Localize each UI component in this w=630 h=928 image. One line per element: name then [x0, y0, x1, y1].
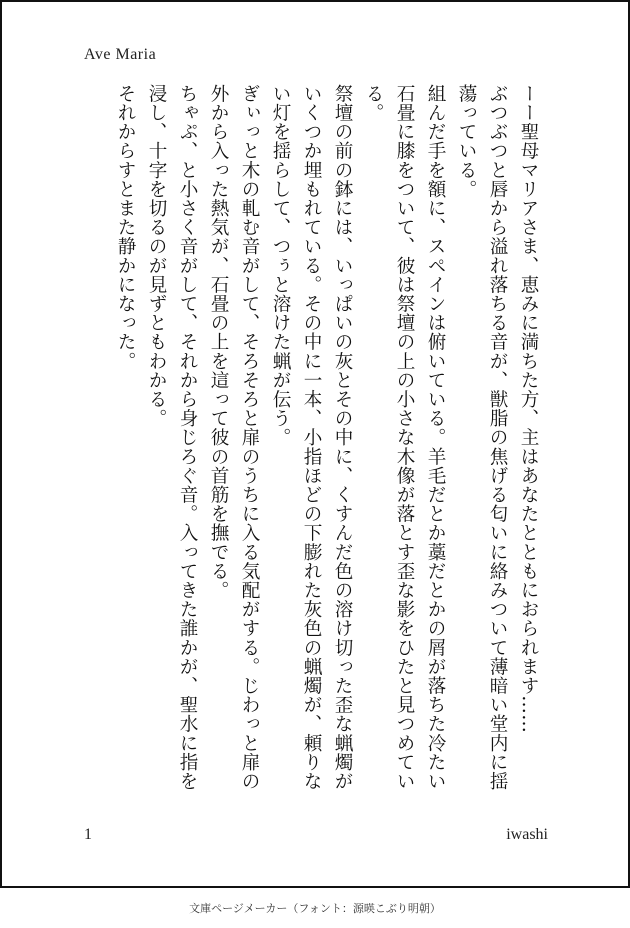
body-paragraph: 祭壇の前の鉢には、いっぱいの灰とその中に、くすんだ色の溶け切った歪な蝋燭がいくつか埋もれている。その中に一本、小指ほどの下膨れた灰色の蝋燭が、頼りない灯を揺らして、つぅと溶けた蝋が伝う。 — [270, 84, 353, 791]
vertical-body-text — [78, 84, 544, 792]
body-paragraph: 組んだ手を額に、スペインは俯いている。羊毛だとか藁だとかの屑が落ちた冷たい石畳に膝をついて、彼は祭壇の上の小さな木像が落とす歪な影をひたと見つめている。 — [363, 84, 446, 791]
body-paragraph: ちゃぷ、と小さく音がして、それから身じろぐ音。入ってきた誰かが、聖水に指を浸し、十字を切るのが見ずともわかる。 — [146, 84, 198, 791]
body-paragraph: ぎぃっと木の軋む音がして、そろそろと扉のうちに入る気配がする。じわっと扉の外から入った熱気が、石畳の上を這って彼の首筋を撫でる。 — [208, 84, 260, 791]
page-number: 1 — [84, 826, 92, 843]
author-name: iwashi — [506, 826, 548, 843]
body-paragraph: それからすとまた静かになった。 — [115, 84, 136, 371]
generator-caption: 文庫ページメーカー（フォント：源暎こぶり明朝） — [189, 902, 441, 915]
page-header-title: Ave Maria — [84, 46, 157, 63]
body-paragraph: ーー聖母マリアさま、恵みに満ちた方、主はあなたとともにおられます…… — [518, 84, 539, 734]
body-paragraph: ぶつぶつと唇から溢れ落ちる音が、獣脂の焦げる匂いに絡みついて薄暗い堂内に揺蕩っている。 — [456, 84, 508, 791]
